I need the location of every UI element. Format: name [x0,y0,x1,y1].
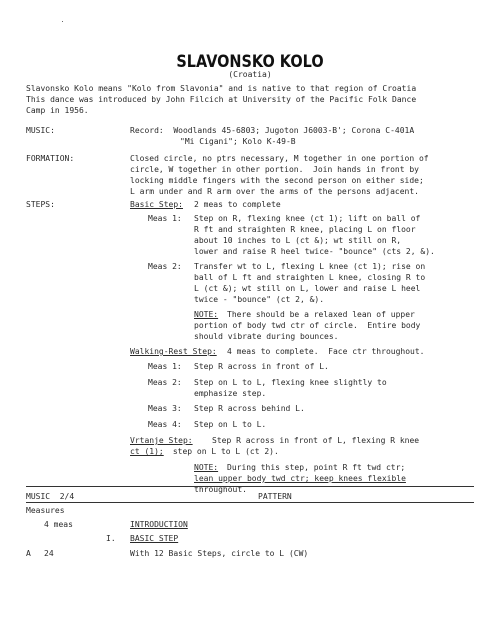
intro-line-3: Camp in 1956. [26,106,89,115]
basic-step-heading: Basic Step: [130,200,183,209]
walking-meas-2-line-2: emphasize step. [194,389,267,398]
walking-step-heading: Walking-Rest Step: [130,347,217,356]
basic-step-text: 2 meas to complete [194,200,281,209]
music-label: MUSIC: [26,126,55,135]
basic-note-line-1: There should be a relaxed lean of upper [227,310,415,319]
music-line-2: "Mi Cigani"; Kolo K-49-B [180,137,296,146]
basic-meas-2-line-2: ball of L ft and straighten L knee, closing R to [194,273,426,282]
intro-measures: 4 meas [44,520,73,529]
walking-meas-2-label: Meas 2: [148,378,182,387]
basic-meas-1-line-1: Step on R, flexing knee (ct 1); lift on ball of [194,214,421,223]
walking-step-text: 4 meas to complete. Face ctr throughout. [227,347,425,356]
vrtanje-note-label: NOTE: [194,463,219,472]
walking-meas-4-text: Step on L to L. [194,420,267,429]
basic-meas-2-label: Meas 2: [148,262,182,271]
introduction-label: INTRODUCTION [130,520,188,529]
basic-meas-2-line-1: Transfer wt to L, flexing L knee (ct 1); rise on [194,262,426,271]
basic-note-line-3: should vibrate during bounces. [194,332,339,341]
formation-line-1: Closed circle, no ptrs necessary, M together in one portion of [130,154,429,163]
section-basic-step-label: BASIC STEP [130,534,179,543]
basic-meas-2-line-4: twice - "bounce" (ct 2, &). [194,295,325,304]
basic-note-label: NOTE: [194,310,219,319]
walking-meas-3-text: Step R across behind L. [194,404,305,413]
section-divider-bottom [26,502,474,503]
scan-speck [62,21,63,22]
formation-label: FORMATION: [26,154,75,163]
walking-meas-3-label: Meas 3: [148,404,182,413]
basic-meas-2-line-3: L (ct &); wt still on L, lower and raise L heel [194,284,421,293]
vrtanje-note-line-1: During this step, point R ft twd ctr; [227,463,406,472]
row-a-letter: A [26,549,31,558]
intro-line-1: Slavonsko Kolo means "Kolo from Slavonia" and is native to that region of Croatia [26,84,417,93]
music-line-1: Record: Woodlands 45-6803; Jugoton J6003-B'; Corona C-401A [130,126,415,135]
walking-meas-2-line-1: Step on L to L, flexing knee slightly to [194,378,387,387]
vrtanje-line-2b: step on L to L (ct 2). [168,447,279,456]
measures-label: Measures [26,506,65,515]
steps-label: STEPS: [26,200,55,209]
vrtanje-note-line-2: lean upper body twd ctr; keep knees flexible [194,474,406,483]
vrtanje-step-heading: Vrtanje Step: [130,436,193,445]
row-a-text: With 12 Basic Steps, circle to L (CW) [130,549,309,558]
section-number: I. [106,534,116,543]
basic-meas-1-label: Meas 1: [148,214,182,223]
formation-line-2: circle, W together in other portion. Join hands in front by [130,165,419,174]
basic-note-line-2: portion of body twd ctr of circle. Entire body [194,321,421,330]
walking-meas-1-text: Step R across in front of L. [194,362,329,371]
section-divider-top [26,486,474,487]
formation-line-3: locking middle fingers with the second person on either side; [130,176,424,185]
music-meter-label: MUSIC 2/4 [26,492,75,501]
basic-meas-1-line-2: R ft and straighten R knee, placing L on floor [194,225,416,234]
formation-line-4: L arm under and R arm over the arms of the persons adjacent. [130,187,419,196]
walking-meas-1-label: Meas 1: [148,362,182,371]
intro-line-2: This dance was introduced by John Filcich at University of the Pacific Folk Dance [26,95,417,104]
vrtanje-note-line-3: throughout. [194,485,247,494]
basic-meas-1-line-4: lower and raise R heel twice- "bounce" (cts 2, &). [194,247,435,256]
basic-meas-1-line-3: about 10 inches to L (ct &); wt still on R, [194,236,402,245]
page-subtitle: (Croatia) [228,70,272,79]
pattern-label: PATTERN [258,492,292,501]
walking-meas-4-label: Meas 4: [148,420,182,429]
row-a-measures: 24 [44,549,54,558]
vrtanje-line-2a: ct (1); [130,447,164,456]
page-title: SLAVONSKO KOLO [176,52,324,72]
vrtanje-line-1: Step R across in front of L, flexing R knee [212,436,420,445]
